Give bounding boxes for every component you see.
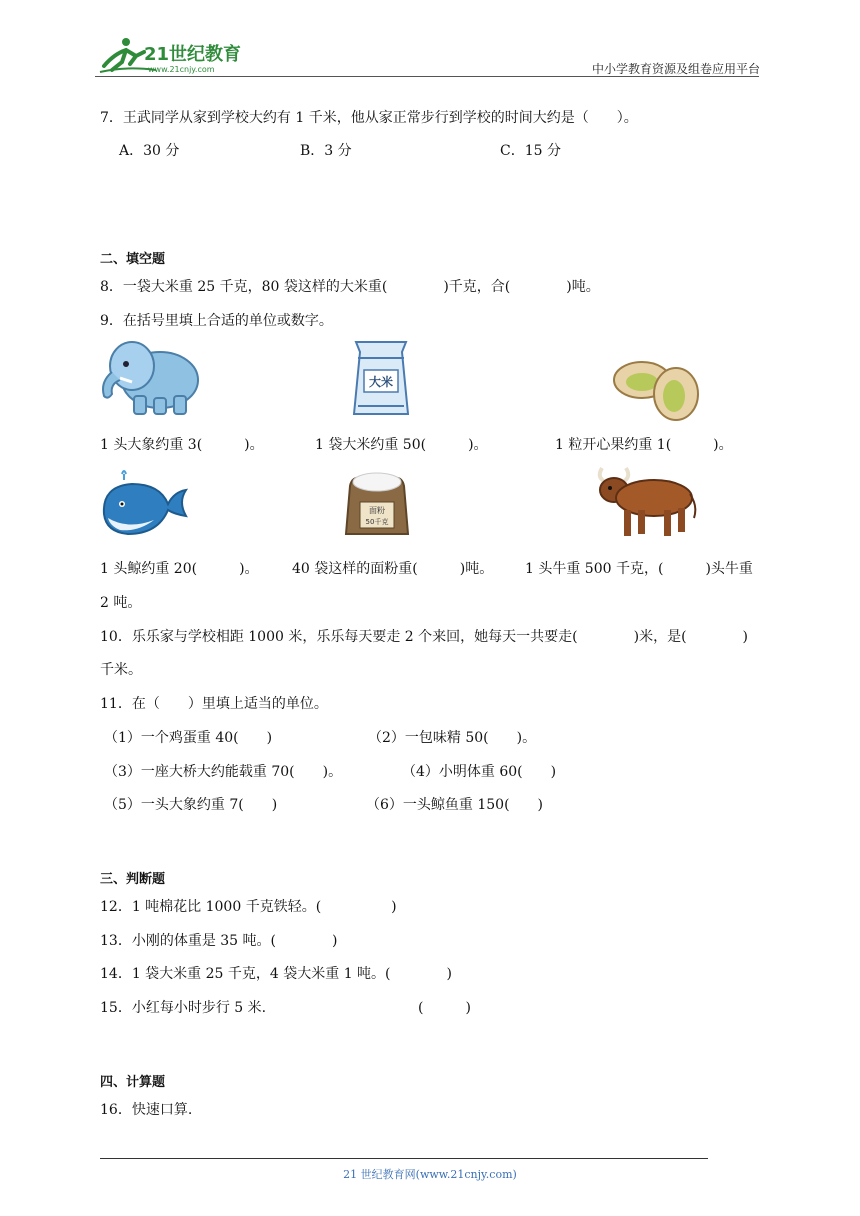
section-title-calculation: 四、计算题	[100, 1075, 166, 1090]
header-platform-text: 中小学教育资源及组卷应用平台	[591, 62, 760, 76]
q11-item-3: （3）一座大桥大约能载重 70( )。	[104, 764, 343, 780]
rice-bag-label: 大米	[368, 375, 394, 389]
logo-url: www.21cnjy.com	[148, 65, 215, 74]
cow-icon	[592, 462, 702, 544]
q13-text: 13．小刚的体重是 35 吨。( )	[100, 933, 338, 949]
q15-blank: ( )	[418, 1000, 471, 1016]
flour-label-top: 面粉	[369, 506, 385, 515]
elephant-icon	[98, 338, 203, 418]
q10-line2: 千米。	[100, 662, 142, 678]
q11-item-4: （4）小明体重 60( )	[402, 764, 557, 780]
q8-text: 8．一袋大米重 25 千克，80 袋这样的大米重( )千克，合( )吨。	[100, 279, 600, 295]
q16-text: 16．快速口算.	[100, 1102, 193, 1118]
flour-sack-icon	[342, 466, 412, 538]
q7-option-b: B．3 分	[300, 143, 352, 159]
q11-item-5: （5）一头大象约重 7( )	[104, 797, 278, 813]
q9-pistachio-text: 1 粒开心果约重 1( )。	[555, 437, 733, 453]
header-divider	[95, 76, 759, 77]
q9-cow-text: 1 头牛重 500 千克，( )头牛重	[525, 561, 753, 577]
footer-divider	[100, 1158, 708, 1159]
q9-flour-text: 40 袋这样的面粉重( )吨。	[292, 561, 494, 577]
footer-text[interactable]: 21 世纪教育网(www.21cnjy.com)	[343, 1168, 517, 1181]
section-title-fill-blank: 二、填空题	[100, 252, 166, 267]
q7-option-a: A．30 分	[119, 143, 180, 159]
q11-item-2: （2）一包味精 50( )。	[368, 730, 537, 746]
flour-label-bottom: 50千克	[365, 518, 389, 526]
q9-elephant-text: 1 头大象约重 3( )。	[100, 437, 264, 453]
whale-icon	[98, 466, 190, 540]
q9-rice-text: 1 袋大米约重 50( )。	[315, 437, 488, 453]
q15-text: 15．小红每小时步行 5 米.	[100, 1000, 267, 1016]
logo-text: 21世纪教育	[144, 44, 242, 65]
site-logo	[96, 36, 256, 76]
q12-text: 12．1 吨棉花比 1000 千克铁轻。( )	[100, 899, 397, 915]
q10-line1: 10．乐乐家与学校相距 1000 米，乐乐每天要走 2 个来回，她每天一共要走( )米，是( )	[100, 629, 748, 645]
pistachio-icon	[612, 352, 702, 422]
q9-whale-text: 1 头鲸约重 20( )。	[100, 561, 259, 577]
q14-text: 14．1 袋大米重 25 千克，4 袋大米重 1 吨。( )	[100, 966, 452, 982]
q7-stem: 7．王武同学从家到学校大约有 1 千米，他从家正常步行到学校的时间大约是（ ）。	[100, 110, 638, 126]
q11-item-1: （1）一个鸡蛋重 40( )	[104, 730, 273, 746]
q7-option-c: C．15 分	[500, 143, 561, 159]
q11-item-6: （6）一头鲸鱼重 150( )	[366, 797, 544, 813]
q9-cow-text-cont: 2 吨。	[100, 595, 142, 611]
section-title-judgment: 三、判断题	[100, 872, 166, 887]
runner-logo-icon	[96, 36, 256, 76]
q11-stem: 11．在（ ）里填上适当的单位。	[100, 696, 328, 712]
rice-bag-icon	[350, 338, 412, 420]
q9-stem: 9．在括号里填上合适的单位或数字。	[100, 313, 333, 329]
